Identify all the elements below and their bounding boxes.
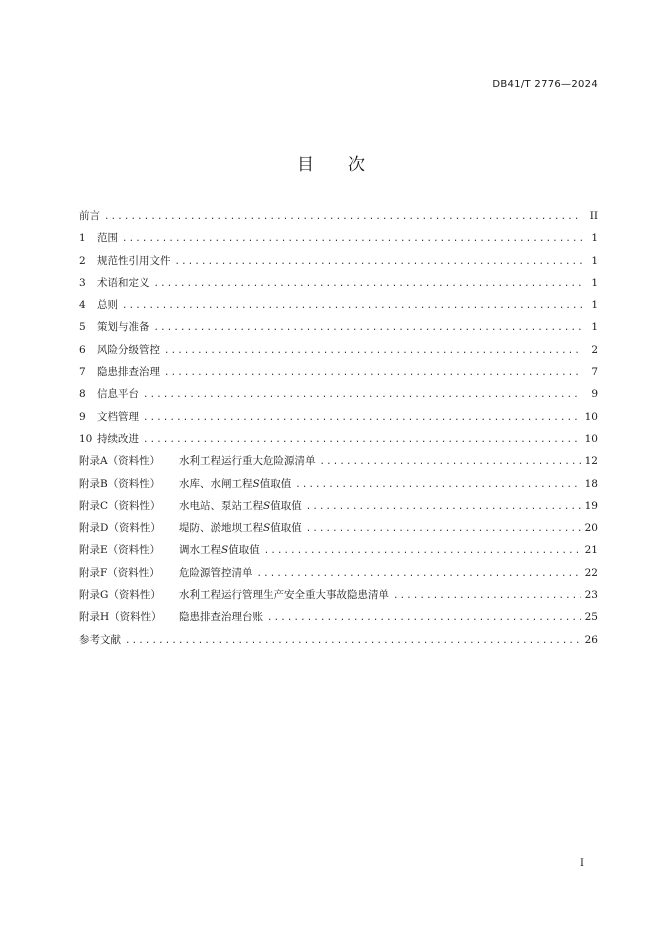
- toc-leader-dots: [143, 413, 581, 423]
- toc-entry-page: 20: [584, 522, 598, 535]
- toc-entry-label: 规范性引用文件: [97, 254, 171, 267]
- toc-leader-dots: [164, 368, 582, 378]
- toc-leader-dots: [257, 569, 581, 579]
- toc-leader-dots: [104, 212, 582, 222]
- toc-entry-page: 12: [584, 455, 598, 468]
- toc-entry-number: 附录F（资料性）: [79, 566, 160, 579]
- toc-entry-label: 总则: [97, 299, 118, 312]
- toc-entry-page: 23: [584, 589, 598, 602]
- toc-entry-page: 2: [591, 343, 598, 356]
- toc-leader-dots: [122, 301, 582, 311]
- toc-entry-number: 7: [79, 366, 86, 379]
- toc-leader-dots: [143, 390, 582, 400]
- toc-entry[interactable]: [79, 632, 598, 654]
- toc-entry-label: 调水工程S值取值: [179, 544, 260, 557]
- toc-entry[interactable]: [79, 431, 598, 453]
- toc-entry-number: 9: [79, 410, 86, 423]
- toc-entry-number: 3: [79, 276, 86, 289]
- toc-entry[interactable]: [79, 453, 598, 475]
- toc-entry-page: 7: [591, 366, 598, 379]
- toc-entry[interactable]: [79, 342, 598, 364]
- toc-entry-label: 前言: [79, 210, 100, 222]
- toc-entry-label: 参考文献: [79, 633, 121, 646]
- toc-entry-number: 6: [79, 343, 86, 356]
- toc-leader-dots: [264, 546, 581, 556]
- toc-entry[interactable]: [79, 319, 598, 341]
- toc-entry-number: 1: [79, 232, 86, 245]
- toc-entry-label: 风险分级管控: [97, 343, 160, 356]
- toc-entry-page: 1: [591, 299, 598, 312]
- toc-entry-label: 文档管理: [97, 410, 139, 423]
- table-of-contents: [79, 208, 598, 654]
- toc-entry[interactable]: [79, 587, 598, 609]
- toc-entry[interactable]: [79, 565, 598, 587]
- toc-entry-page: II: [589, 210, 598, 222]
- toc-entry-number: 附录H（资料性）: [79, 611, 162, 624]
- toc-leader-dots: [154, 323, 583, 333]
- toc-entry-number: 8: [79, 388, 86, 401]
- toc-entry-number: 附录D（资料性）: [79, 522, 161, 535]
- toc-entry-page: 1: [591, 321, 598, 334]
- page-title: 目次: [297, 155, 399, 175]
- toc-entry-number: 附录G（资料性）: [79, 589, 161, 602]
- toc-entry-page: 18: [584, 477, 598, 490]
- toc-entry-number: 2: [79, 254, 86, 267]
- toc-entry-page: 21: [584, 544, 598, 557]
- toc-leader-dots: [306, 524, 581, 534]
- toc-entry-number: 4: [79, 299, 86, 312]
- toc-entry-label: 隐患排查治理台账: [179, 611, 263, 624]
- toc-entry-page: 9: [591, 388, 598, 401]
- toc-entry-page: 22: [584, 566, 598, 579]
- toc-entry-label: 危险源管控清单: [179, 566, 253, 579]
- toc-entry[interactable]: [79, 253, 598, 275]
- toc-entry[interactable]: [79, 498, 598, 520]
- toc-entry-number: 5: [79, 321, 86, 334]
- toc-entry-page: 10: [584, 432, 598, 445]
- toc-entry[interactable]: [79, 476, 598, 498]
- toc-entry-number: 附录B（资料性）: [79, 477, 161, 490]
- toc-entry-label: 范围: [97, 232, 118, 245]
- toc-entry-label: 水电站、泵站工程S值取值: [179, 499, 302, 512]
- toc-entry-label: 信息平台: [97, 388, 139, 401]
- toc-entry-label: 策划与准备: [97, 321, 150, 334]
- toc-entry-page: 10: [584, 410, 598, 423]
- page-number: I: [580, 858, 584, 869]
- toc-entry[interactable]: [79, 275, 598, 297]
- toc-entry-number: 附录C（资料性）: [79, 499, 161, 512]
- toc-entry-label: 水利工程运行重大危险源清单: [179, 455, 316, 468]
- toc-entry[interactable]: [79, 609, 598, 631]
- toc-leader-dots: [125, 636, 581, 646]
- toc-leader-dots: [393, 591, 581, 601]
- toc-entry[interactable]: [79, 364, 598, 386]
- toc-entry-page: 26: [584, 633, 598, 646]
- toc-leader-dots: [295, 480, 580, 490]
- toc-leader-dots: [164, 346, 582, 356]
- toc-leader-dots: [122, 234, 582, 244]
- toc-entry-label: 隐患排查治理: [97, 366, 160, 379]
- toc-leader-dots: [320, 457, 581, 467]
- toc-entry-label: 持续改进: [97, 432, 139, 445]
- document-code: DB41/T 2776—2024: [492, 79, 598, 90]
- toc-entry-number: 附录A（资料性）: [79, 455, 161, 468]
- toc-entry-label: 水利工程运行管理生产安全重大事故隐患清单: [179, 589, 389, 602]
- toc-entry-page: 25: [584, 611, 598, 624]
- toc-entry-label: 水库、水闸工程S值取值: [179, 477, 292, 490]
- toc-leader-dots: [306, 502, 581, 512]
- toc-entry-number: 10: [79, 432, 93, 445]
- toc-leader-dots: [175, 257, 583, 267]
- toc-leader-dots: [143, 435, 581, 445]
- toc-entry[interactable]: [79, 297, 598, 319]
- toc-entry-label: 术语和定义: [97, 276, 150, 289]
- toc-entry[interactable]: [79, 230, 598, 252]
- toc-entry-number: 附录E（资料性）: [79, 544, 161, 557]
- toc-entry-page: 19: [584, 499, 598, 512]
- toc-entry-page: 1: [591, 276, 598, 289]
- toc-entry-page: 1: [591, 254, 598, 267]
- toc-entry[interactable]: [79, 208, 598, 230]
- toc-leader-dots: [154, 279, 583, 289]
- toc-entry-label: 堤防、淤地坝工程S值取值: [179, 522, 302, 535]
- toc-entry[interactable]: [79, 386, 598, 408]
- toc-leader-dots: [267, 613, 581, 623]
- toc-entry[interactable]: [79, 542, 598, 564]
- toc-entry[interactable]: [79, 520, 598, 542]
- toc-entry-page: 1: [591, 232, 598, 245]
- toc-entry[interactable]: [79, 409, 598, 431]
